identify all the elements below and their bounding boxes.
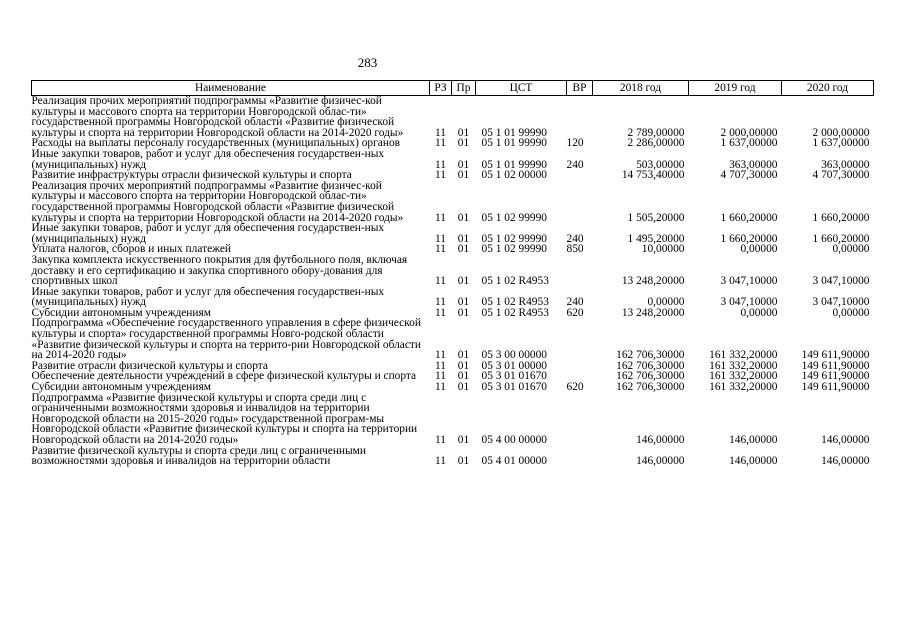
row-name-text: Обеспечение деятельности учреждений в сфере физической культуры и спорта: [31, 370, 417, 383]
row-vr: [567, 446, 593, 467]
table-row: [32, 96, 874, 139]
header-rz: РЗ: [430, 81, 452, 96]
row-2019: 161 332,20000: [709, 381, 778, 394]
row-rz: 11: [435, 370, 446, 383]
table-row: [32, 255, 874, 287]
row-vr: 850: [566, 243, 584, 256]
row-rz: 11: [435, 232, 446, 245]
row-cst: 05 4 01 00000: [481, 455, 547, 468]
row-2018: 13 248,20000: [621, 275, 685, 288]
table-body: [32, 96, 874, 467]
row-pr: 01: [457, 126, 470, 139]
row-name: [32, 393, 430, 446]
row-rz: 11: [435, 359, 446, 372]
row-2019: 3 047,10000: [720, 275, 778, 288]
row-rz: 11: [435, 275, 446, 288]
row-rz: 11: [435, 126, 446, 139]
row-2020: 146,00000: [821, 455, 870, 468]
row-cst: 05 1 02 R4953: [481, 275, 549, 288]
header-2020: 2020 год: [782, 81, 874, 96]
row-vr: [567, 393, 593, 446]
row-pr: 01: [457, 370, 470, 383]
row-vr: [567, 181, 593, 223]
row-2019: 1 637,00000: [720, 137, 778, 150]
row-cst: 05 4 00 00000: [481, 434, 547, 446]
row-2019: 0,00000: [740, 306, 778, 319]
row-name-text: Субсидии автономным учреждениям: [31, 381, 211, 394]
row-name-text: Субсидии автономным учреждениям: [31, 306, 211, 319]
row-pr: 01: [457, 296, 470, 309]
row-pr: 01: [457, 359, 470, 372]
row-name-text: Расходы на выплаты персоналу государственных (муниципальных) органов: [31, 137, 401, 150]
row-cst: 05 3 01 01670: [481, 381, 547, 394]
table-row: [32, 181, 874, 223]
row-2019: 146,00000: [729, 434, 778, 446]
row-pr: 01: [457, 306, 470, 319]
row-2019: 363,00000: [729, 158, 778, 171]
row-name-text: Подпрограмма «Обеспечение государственного управления в сфере физической культуры и спорта» государственной программы Новго-родской области «Развитие физической культуры и спорта на террито-рии Новгородской области на 2014-2020 годы»: [31, 317, 421, 362]
row-name: [32, 181, 430, 223]
row-pr: 01: [457, 158, 470, 171]
row-name-text: Реализация прочих мероприятий подпрограммы «Развитие физичес-кой культуры и массового спорта на территории Новгородской облас-ти» государственной программы Новгородской области «Развитие физической культуры и спорта на территории Новгородской области на 2014-2020 годы»: [31, 95, 404, 139]
row-name: [32, 223, 430, 244]
table-header-row: [32, 81, 874, 96]
table-row: [32, 446, 874, 467]
row-name: [32, 287, 430, 308]
row-2020: 146,00000: [821, 434, 870, 446]
row-2020: 0,00000: [832, 306, 870, 319]
row-rz: 11: [435, 169, 446, 182]
row-2020: 1 637,00000: [812, 137, 870, 150]
row-pr: 01: [457, 381, 470, 394]
row-cst: 05 1 02 00000: [481, 169, 547, 182]
row-2019: 161 332,20000: [709, 370, 778, 383]
row-name: [32, 446, 430, 467]
row-2019: 4 707,30000: [720, 169, 778, 182]
header-vr: ВР: [567, 81, 593, 96]
row-rz: 11: [435, 158, 446, 171]
row-2018: 162 706,30000: [616, 359, 685, 372]
row-2018: 2 789,00000: [627, 126, 685, 139]
row-rz: 11: [435, 349, 446, 362]
row-name-text: Закупка комплекта искусственного покрытия для футбольного поля, включая доставку и его сертификацию и закупка спортивного обору-дования для спортивных школ: [31, 253, 408, 288]
row-name-text: Иные закупки товаров, работ и услуг для обеспечения государствен-ных (муниципальных) нужд: [31, 222, 385, 245]
row-2019: 2 000,00000: [720, 126, 778, 139]
row-vr: [567, 361, 593, 372]
row-2019: 0,00000: [740, 243, 778, 256]
row-2018: 13 248,20000: [621, 306, 685, 319]
row-vr: 240: [566, 232, 584, 245]
row-2019: 1 660,20000: [720, 232, 778, 245]
row-2019: 1 660,20000: [720, 211, 778, 224]
row-vr: 240: [566, 296, 584, 309]
row-2018: 2 286,00000: [627, 137, 685, 150]
page-number: 283: [357, 55, 378, 70]
row-pr: 01: [457, 275, 470, 288]
row-pr: 01: [457, 434, 470, 446]
row-cst: 05 3 01 01670: [481, 370, 547, 383]
row-2020: 2 000,00000: [812, 126, 870, 139]
table-row: [32, 393, 874, 446]
row-2019: 3 047,10000: [720, 296, 778, 309]
row-vr: [567, 255, 593, 287]
row-2019: 146,00000: [729, 455, 778, 468]
row-vr: [567, 96, 593, 139]
row-name-text: Подпрограмма «Развитие физической культуры и спорта среди лиц с ограниченными возможностями здоровья и инвалидов на территории Новгородской области на 2015-2020 годы» государственной програм-мы Новгородской области «Развитие физической культуры и спорта на территории Новгородской области на 2014-2020 годы»: [31, 391, 418, 446]
row-2018: 146,00000: [636, 434, 685, 446]
row-name-text: Развитие физической культуры и спорта среди лиц с ограниченными возможностями здоровья и инвалидов на территории области: [31, 444, 366, 468]
row-name: [32, 318, 430, 360]
row-cst: 05 1 02 R4953: [481, 306, 549, 319]
row-2018: 0,00000: [647, 296, 685, 309]
row-name: [32, 149, 430, 170]
header-cst: ЦСТ: [476, 81, 567, 96]
row-2020: 149 611,90000: [801, 370, 870, 383]
row-2018: 10,00000: [641, 243, 685, 256]
row-vr: 620: [566, 381, 584, 394]
row-vr: 120: [566, 137, 584, 150]
header-name: Наименование: [32, 81, 430, 96]
row-2020: 3 047,10000: [812, 275, 870, 288]
row-name-text: Иные закупки товаров, работ и услуг для обеспечения государствен-ных (муниципальных) нужд: [31, 147, 385, 171]
row-2020: 4 707,30000: [812, 169, 870, 182]
row-rz: 11: [435, 381, 446, 394]
row-cst: 05 1 02 R4953: [481, 296, 549, 309]
row-vr: [567, 170, 593, 181]
row-cst: 05 1 02 99990: [481, 232, 547, 245]
row-pr: 01: [457, 243, 470, 256]
row-cst: 05 1 02 99990: [481, 211, 547, 224]
row-2020: 149 611,90000: [801, 359, 870, 372]
row-2020: 3 047,10000: [812, 296, 870, 309]
row-cst: 05 1 02 99990: [481, 243, 547, 256]
row-vr: [567, 318, 593, 360]
row-cst: 05 3 01 00000: [481, 359, 547, 372]
row-2018: 162 706,30000: [616, 381, 685, 394]
row-rz: 11: [435, 306, 446, 319]
table-row: [32, 223, 874, 244]
row-2019: 161 332,20000: [709, 359, 778, 372]
header-2019: 2019 год: [689, 81, 782, 96]
row-rz: 11: [435, 243, 446, 256]
row-rz: 11: [435, 296, 446, 309]
row-2020: 1 660,20000: [812, 232, 870, 245]
row-vr: 240: [566, 158, 584, 171]
row-name-text: Реализация прочих мероприятий подпрограммы «Развитие физичес-кой культуры и массового спорта на территории Новгородской облас-ти» государственной программы Новгородской области «Развитие физической культуры и спорта на территории Новгородской области на 2014-2020 годы»: [31, 179, 404, 224]
header-2018: 2018 год: [593, 81, 689, 96]
row-name-text: Развитие инфраструктуры отрасли физической культуры и спорта: [31, 169, 352, 182]
row-2020: 1 660,20000: [812, 211, 870, 224]
row-pr: 01: [457, 137, 470, 150]
header-pr: Пр: [452, 81, 476, 96]
row-2018: 162 706,30000: [616, 370, 685, 383]
row-2018: 1 495,20000: [627, 232, 685, 245]
row-rz: 11: [435, 137, 446, 150]
row-rz: 11: [435, 211, 446, 224]
table-row: [32, 318, 874, 360]
row-pr: 01: [457, 455, 470, 468]
row-2019: 161 332,20000: [709, 349, 778, 362]
budget-table: [31, 80, 874, 467]
row-rz: 11: [435, 434, 446, 446]
table-row: [32, 149, 874, 170]
row-name-text: Развитие отрасли физической культуры и спорта: [31, 359, 268, 372]
row-name: [32, 96, 430, 139]
row-pr: 01: [457, 211, 470, 224]
row-rz: 11: [435, 455, 446, 468]
row-2020: 149 611,90000: [801, 381, 870, 394]
row-2020: 363,00000: [821, 158, 870, 171]
row-pr: 01: [457, 169, 470, 182]
row-cst: 05 3 00 00000: [481, 349, 547, 362]
table-row: [32, 287, 874, 308]
row-name-text: Иные закупки товаров, работ и услуг для обеспечения государствен-ных (муниципальных) нужд: [31, 285, 385, 309]
row-name-text: Уплата налогов, сборов и иных платежей: [31, 243, 231, 256]
row-2018: 162 706,30000: [616, 349, 685, 362]
row-2018: 14 753,40000: [621, 169, 685, 182]
row-pr: 01: [457, 232, 470, 245]
row-cst: 05 1 01 99990: [481, 158, 547, 171]
row-cst: 05 1 01 99990: [481, 126, 547, 139]
row-2020: 149 611,90000: [801, 349, 870, 362]
row-2018: 1 505,20000: [627, 211, 685, 224]
row-2020: 0,00000: [832, 243, 870, 256]
row-2018: 146,00000: [636, 455, 685, 468]
row-2018: 503,00000: [636, 158, 685, 171]
row-cst: 05 1 01 99990: [481, 137, 547, 150]
row-vr: 620: [566, 306, 584, 319]
row-pr: 01: [457, 349, 470, 362]
row-name: [32, 255, 430, 287]
